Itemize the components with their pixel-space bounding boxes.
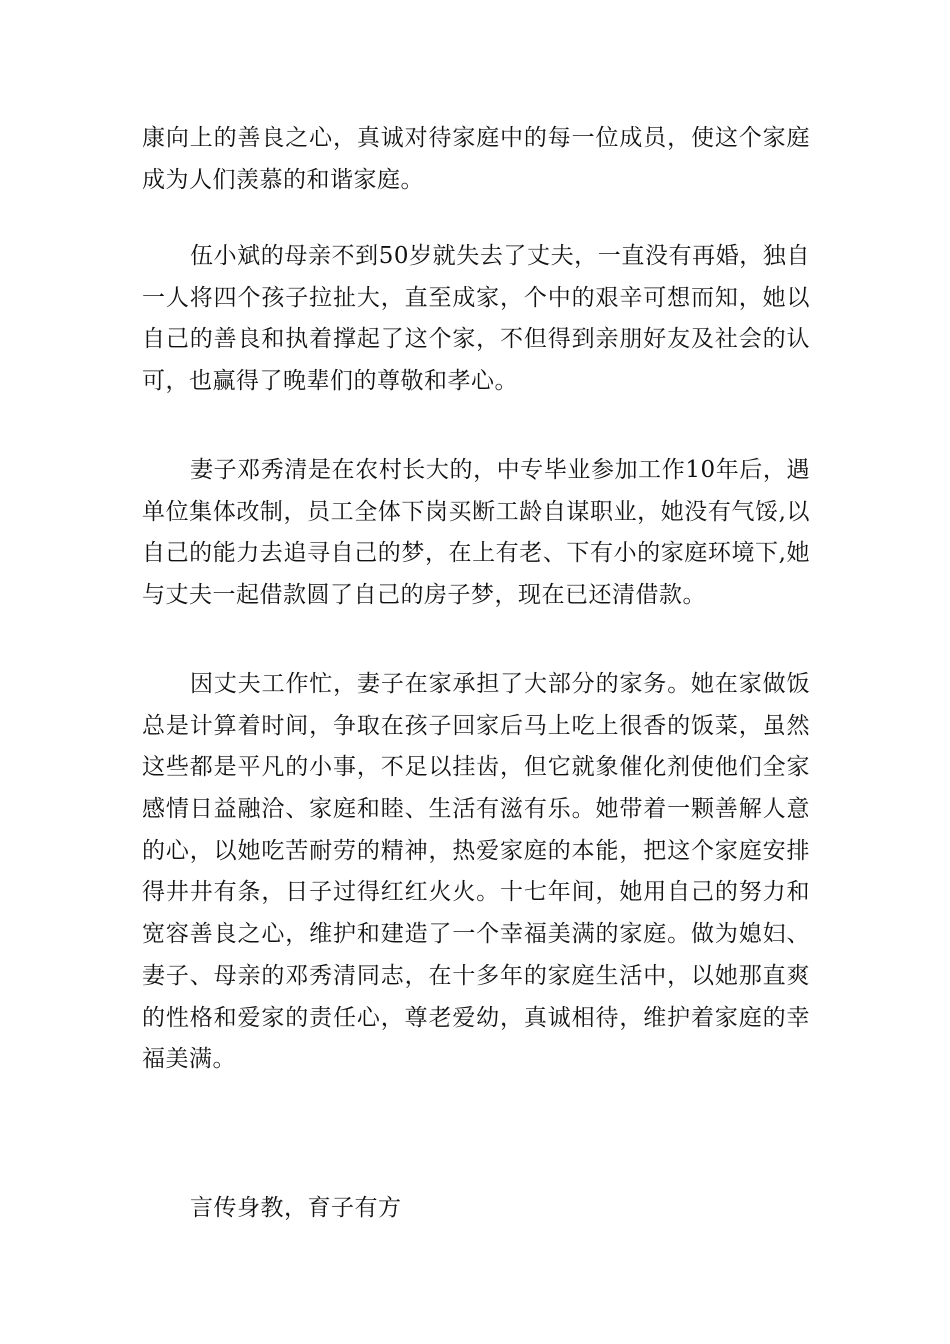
paragraph-4 xyxy=(142,664,810,1081)
paragraph-line: 宽容善良之心，维护和建造了一个幸福美满的家庭。做为媳妇、 xyxy=(142,921,810,948)
paragraph-line: 单位集体改制，员工全体下岗买断工龄自谋职业，她没有气馁,以 xyxy=(142,498,810,525)
paragraph-line: 一人将四个孩子拉扯大，直至成家，个中的艰辛可想而知，她以 xyxy=(142,284,810,311)
paragraph-line: 妻子、母亲的邓秀清同志，在十多年的家庭生活中，以她那直爽 xyxy=(142,962,810,989)
paragraph-line: 伍小斌的母亲不到50岁就失去了丈夫，一直没有再婚，独自 xyxy=(190,243,810,269)
paragraph-line: 成为人们羡慕的和谐家庭。 xyxy=(142,166,424,193)
paragraph-line: 可，也赢得了晚辈们的尊敬和孝心。 xyxy=(142,368,518,395)
paragraph-line: 这些都是平凡的小事，不足以挂齿，但它就象催化剂使他们全家 xyxy=(142,754,810,781)
paragraph-line: 因丈夫工作忙，妻子在家承担了大部分的家务。她在家做饭 xyxy=(190,671,810,697)
paragraph-line: 妻子邓秀清是在农村长大的，中专毕业参加工作10年后，遇 xyxy=(190,457,810,483)
paragraph-line: 自己的善良和执着撑起了这个家，不但得到亲朋好友及社会的认 xyxy=(142,326,810,353)
paragraph-line: 与丈夫一起借款圆了自己的房子梦，现在已还清借款。 xyxy=(142,582,706,609)
paragraph-5 xyxy=(142,1188,810,1230)
paragraph-line: 福美满。 xyxy=(142,1046,236,1073)
section-heading: 言传身教，育子有方 xyxy=(190,1195,402,1221)
paragraph-3 xyxy=(142,450,810,617)
paragraph-line: 自己的能力去追寻自己的梦，在上有老、下有小的家庭环境下,她 xyxy=(142,540,810,567)
paragraph-line: 得井井有条，日子过得红红火火。十七年间，她用自己的努力和 xyxy=(142,879,810,906)
paragraph-2 xyxy=(142,236,810,403)
paragraph-line: 康向上的善良之心，真诚对待家庭中的每一位成员，使这个家庭 xyxy=(142,125,810,151)
paragraph-line: 总是计算着时间，争取在孩子回家后马上吃上很香的饭菜，虽然 xyxy=(142,712,810,739)
paragraph-line: 的性格和爱家的责任心，尊老爱幼，真诚相待，维护着家庭的幸 xyxy=(142,1004,810,1031)
paragraph-1 xyxy=(142,118,810,201)
paragraph-line: 感情日益融洽、家庭和睦、生活有滋有乐。她带着一颗善解人意 xyxy=(142,796,810,823)
paragraph-line: 的心，以她吃苦耐劳的精神，热爱家庭的本能，把这个家庭安排 xyxy=(142,837,810,864)
